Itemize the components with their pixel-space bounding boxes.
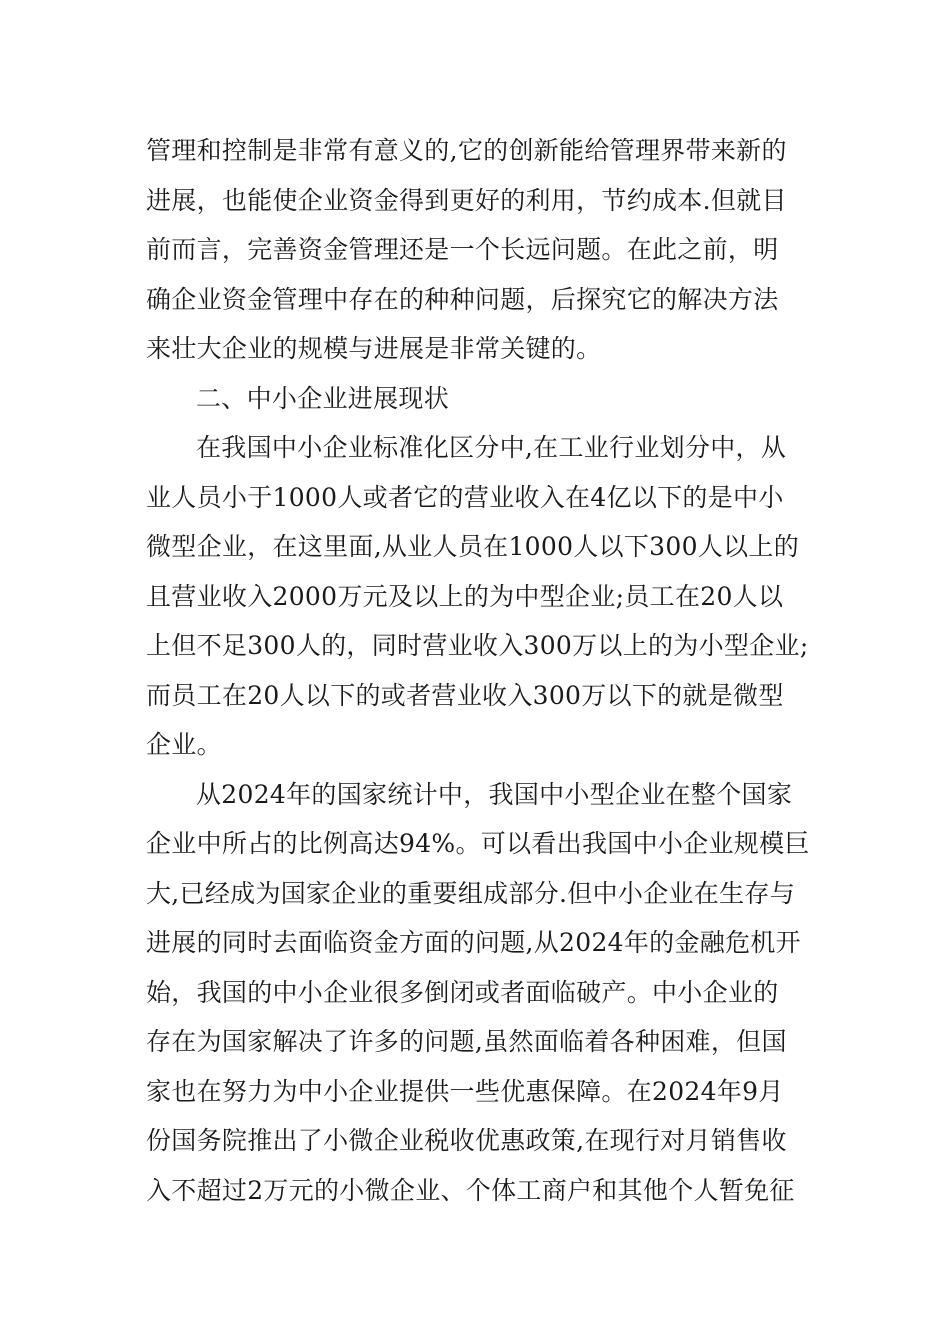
text-line: 微型企业，在这里面,从业人员在1000人以下300人以上的 <box>146 532 799 561</box>
text-line: 前而言，完善资金管理还是一个长远问题。在此之前，明 <box>146 235 779 264</box>
text-line: 且营业收入2000万元及以上的为中型企业;员工在20人以 <box>146 581 784 611</box>
text-line: 家也在努力为中小企业提供一些优惠保障。在2024年9月 <box>146 1076 784 1106</box>
text-line: 份国务院推出了小微企业税收优惠政策,在现行对月销售收 <box>146 1126 787 1155</box>
text-line: 来壮大企业的规模与进展是非常关键的。 <box>146 334 602 363</box>
text-line: 入不超过2万元的小微企业、个体工商户和其他个人暂免征 <box>146 1175 795 1205</box>
text-line: 企业中所占的比例高达94%。可以看出我国中小企业规模巨 <box>146 829 810 858</box>
text-line: 上但不足300人的，同时营业收入300万以上的为小型企业; <box>146 631 809 660</box>
text-line: 进展，也能使企业资金得到更好的利用，节约成本.但就目 <box>146 185 787 215</box>
text-line: 进展的同时去面临资金方面的问题,从2024年的金融危机开 <box>146 928 801 957</box>
text-line: 从2024年的国家统计中，我国中小型企业在整个国家 <box>196 779 793 809</box>
text-line: 业人员小于1000人或者它的营业收入在4亿以下的是中小 <box>146 482 784 512</box>
text-line: 确企业资金管理中存在的种种问题，后探究它的解决方法 <box>146 284 779 314</box>
text-line: 管理和控制是非常有意义的,它的创新能给管理界带来新的 <box>146 136 787 165</box>
body-text <box>146 126 826 1215</box>
section-heading: 二、中小企业进展现状 <box>196 383 450 413</box>
text-line: 存在为国家解决了许多的问题,虽然面临着各种困难，但国 <box>146 1027 787 1056</box>
text-line: 而员工在20人以下的或者营业收入300万以下的就是微型 <box>146 680 784 710</box>
text-line: 企业。 <box>146 730 222 759</box>
text-line: 在我国中小企业标准化区分中,在工业行业划分中，从 <box>196 433 787 462</box>
text-line: 始，我国的中小企业很多倒闭或者面临破产。中小企业的 <box>146 977 779 1007</box>
text-line: 大,已经成为国家企业的重要组成部分.但中小企业在生存与 <box>146 878 795 908</box>
